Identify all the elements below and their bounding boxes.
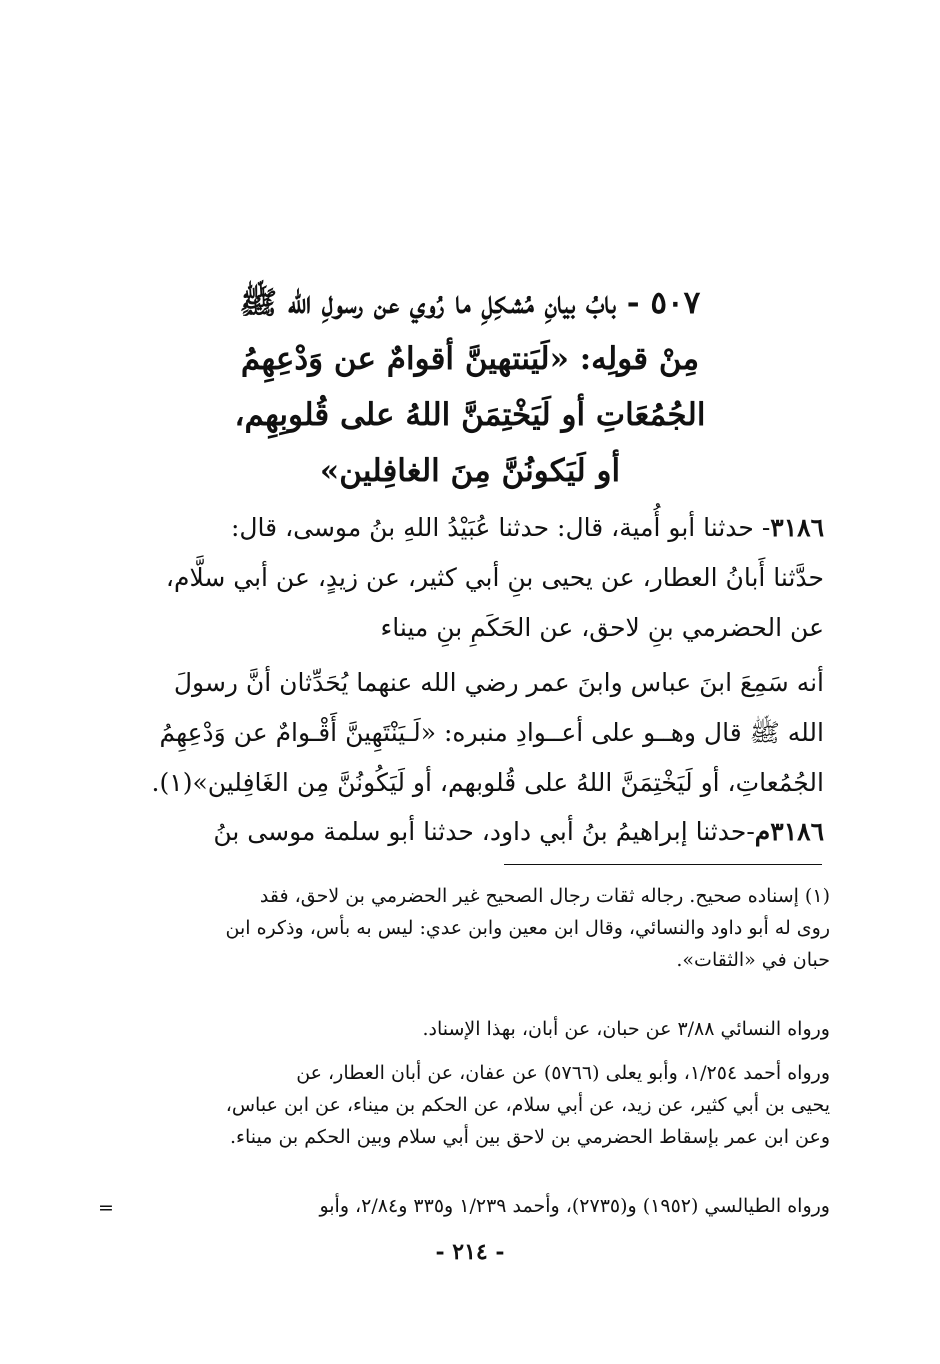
footnote-line: ورواه أحمد ١/٢٥٤، وأبو يعلى (٥٧٦٦) عن عفان، عن أبان العطار، عن: [296, 1062, 830, 1084]
matn-line: الجُمُعاتِ، أو لَيَخْتِمَنَّ اللهُ على قُلوبهم، أو لَيَكُونُنَّ مِن الغَافِلين»(١).: [151, 768, 824, 797]
footnote-tayalisi: [118, 1190, 830, 1222]
hadith-3186m-line: [118, 807, 824, 857]
footnote-ahmad: [118, 1057, 830, 1153]
hadith-3186-matn: [118, 658, 824, 808]
page-number: - ٢١٤ -: [435, 1239, 505, 1265]
chapter-heading: [120, 275, 820, 499]
isnad-text: - حدثنا أبو أُمية، قال: حدثنا عُبَيْدُ اللهِ بنُ موسى، قال:: [230, 513, 771, 542]
footnote-line: (١) إسناده صحيح. رجاله ثقات رجال الصحيح غير الحضرمي بن لاحق، فقد: [259, 885, 830, 907]
footnote-line: ورواه الطيالسي (١٩٥٢) و(٢٧٣٥)، وأحمد ١/٢٣٩ و٣٣٥ و٢/٨٤، وأبو: [319, 1195, 830, 1217]
footnote-separator: [504, 864, 822, 865]
hadith-number: ٣١٨٦م: [754, 817, 824, 846]
footnote-line: روى له أبو داود والنسائي، وقال ابن معين وابن عدي: ليس به بأس، وذكره ابن: [225, 917, 830, 939]
footnote-line: يحيى بن أبي كثير، عن زيد، عن أبي سلام، عن الحكم بن ميناء، عن ابن عباس،: [225, 1094, 830, 1116]
isnad-line: عن الحضرمي بنِ لاحق، عن الحَكَمِ بنِ ميناء: [380, 613, 824, 642]
footnote-1: [118, 880, 830, 976]
hadith-3186m-text: -حدثنا إبراهيمُ بنُ أبي داود، حدثنا أبو سلمة موسى بنُ: [213, 817, 755, 846]
matn-line: الله ﷺ قال وهــو على أعــوادِ منبره: «لَـيَنْتَهِينَّ أَقْـوامٌ عن وَدْعِهِمُ: [159, 718, 824, 747]
chapter-heading-line: أو لَيَكونُنَّ مِنَ الغافِلين»: [319, 453, 621, 489]
hadith-number: ٣١٨٦: [770, 513, 824, 542]
matn-line: أنه سَمِعَ ابنَ عباس وابنَ عمر رضي الله عنهما يُحَدِّثان أنَّ رسولَ: [173, 668, 824, 697]
hadith-3186m: [118, 807, 824, 857]
footnote-nasai: [118, 1013, 830, 1045]
isnad-line: [118, 503, 824, 553]
continuation-mark: =: [98, 1197, 114, 1219]
footnote-line: حبان في «الثقات».: [676, 949, 830, 971]
hadith-3186-isnad: [118, 503, 824, 653]
chapter-heading-line: ٥٠٧ - بابُ بيانِ مُشكِلِ ما رُوي عن رسولِ الله ﷺ: [239, 285, 701, 321]
chapter-heading-line: الجُمُعَاتِ أو لَيَخْتِمَنَّ اللهُ على قُلوبِهِم،: [234, 397, 706, 433]
chapter-heading-line: مِنْ قولِه: «لَيَنتهينَّ أقوامٌ عن وَدْعِهِمُ: [240, 341, 700, 377]
footnote-line: ورواه النسائي ٣/٨٨ عن حبان، عن أبان، بهذا الإسناد.: [422, 1018, 830, 1040]
footnote-line: وعن ابن عمر بإسقاط الحضرمي بن لاحق بين أبي سلام وبين الحكم بن ميناء.: [230, 1126, 830, 1148]
isnad-line: حدَّثنا أَبانُ العطار، عن يحيى بنِ أبي كثير، عن زيدٍ، عن أبي سلَّام،: [165, 563, 824, 592]
